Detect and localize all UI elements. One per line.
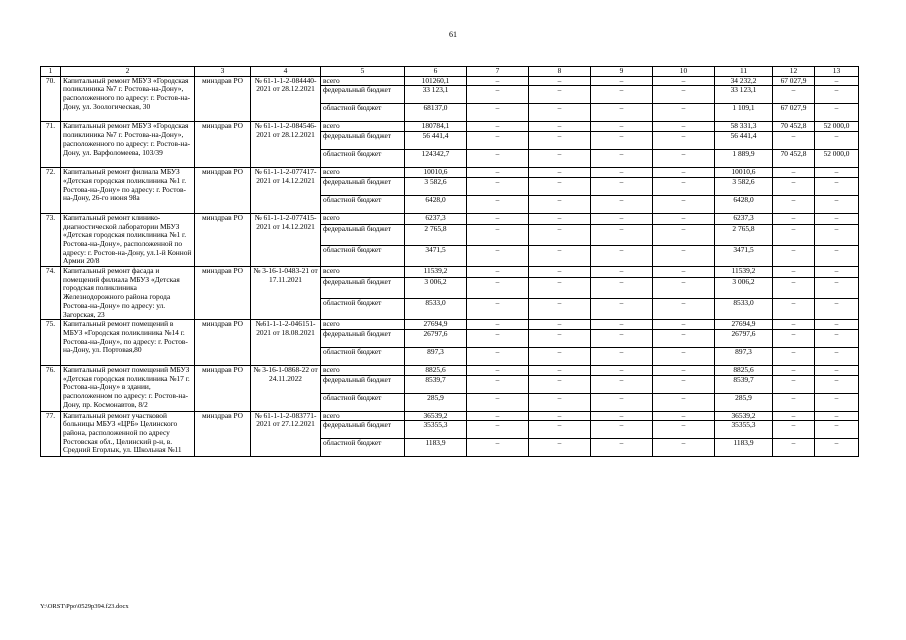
amount-cell-c12: 67 027,9 (773, 76, 815, 86)
amount-cell-c6: 124342,7 (405, 150, 467, 168)
column-number-cell: 5 (321, 67, 405, 77)
amount-cell-c8: – (529, 365, 591, 375)
column-number-cell: 9 (591, 67, 653, 77)
ministry-cell: минздрав РО (195, 320, 251, 366)
amount-cell-c7: – (467, 320, 529, 330)
amount-cell-c13: – (815, 375, 859, 393)
amount-cell-c6: 8825,6 (405, 365, 467, 375)
amount-cell-c13: – (815, 329, 859, 347)
amount-cell-c11: 3 006,2 (715, 278, 773, 299)
column-number-cell: 2 (61, 67, 195, 77)
amount-cell-c8: – (529, 439, 591, 457)
object-name-cell: Капитальный ремонт участковой больницы МБУЗ «ЦРБ» Целинского района, расположенной по адресу Ростовская обл., Целинский р-н, в. Средний Егорлык, ул. Школьная №11 (61, 411, 195, 457)
amount-cell-c10: – (653, 375, 715, 393)
amount-cell-c12: – (773, 278, 815, 299)
amount-cell-c10: – (653, 132, 715, 150)
amount-cell-c7: – (467, 439, 529, 457)
amount-cell-c13: – (815, 168, 859, 178)
amount-cell-c7: – (467, 375, 529, 393)
amount-cell-c8: – (529, 150, 591, 168)
amount-cell-c6: 56 441,4 (405, 132, 467, 150)
amount-cell-c9: – (591, 278, 653, 299)
amount-cell-c6: 11539,2 (405, 267, 467, 278)
amount-cell-c11: 8539,7 (715, 375, 773, 393)
column-number-cell: 3 (195, 67, 251, 77)
funding-source-cell: федеральный бюджет (321, 177, 405, 195)
amount-cell-c11: 56 441,4 (715, 132, 773, 150)
table-row (41, 267, 859, 278)
amount-cell-c9: – (591, 213, 653, 224)
amount-cell-c7: – (467, 195, 529, 213)
funding-source-cell: всего (321, 411, 405, 421)
amount-cell-c12: – (773, 132, 815, 150)
object-name-cell: Капитальный ремонт МБУЗ «Городская поликлиника №7 г. Ростова-на-Дону», расположенного по адресу: г. Ростов-на-Дону, ул. Зоологическая, 30 (61, 76, 195, 122)
amount-cell-c12: – (773, 393, 815, 411)
amount-cell-c9: – (591, 132, 653, 150)
amount-cell-c6: 101260,1 (405, 76, 467, 86)
file-path-footer: Y:\ORST\Ppo\0529p394.f23.docx (40, 603, 129, 610)
amount-cell-c6: 2 765,8 (405, 225, 467, 246)
amount-cell-c10: – (653, 195, 715, 213)
row-number-cell: 74. (41, 267, 61, 320)
column-number-cell: 6 (405, 67, 467, 77)
amount-cell-c9: – (591, 375, 653, 393)
amount-cell-c12: 70 452,8 (773, 122, 815, 132)
amount-cell-c7: – (467, 213, 529, 224)
amount-cell-c13: – (815, 246, 859, 267)
amount-cell-c6: 8533,0 (405, 299, 467, 320)
amount-cell-c10: – (653, 329, 715, 347)
ministry-cell: минздрав РО (195, 411, 251, 457)
amount-cell-c8: – (529, 86, 591, 104)
row-number-cell: 73. (41, 213, 61, 266)
amount-cell-c8: – (529, 168, 591, 178)
amount-cell-c6: 3 582,6 (405, 177, 467, 195)
amount-cell-c7: – (467, 421, 529, 439)
funding-source-cell: федеральный бюджет (321, 375, 405, 393)
amount-cell-c12: – (773, 225, 815, 246)
amount-cell-c11: 285,9 (715, 393, 773, 411)
amount-cell-c6: 285,9 (405, 393, 467, 411)
amount-cell-c12: – (773, 246, 815, 267)
amount-cell-c10: – (653, 439, 715, 457)
amount-cell-c7: – (467, 104, 529, 122)
amount-cell-c8: – (529, 195, 591, 213)
table-row (41, 411, 859, 421)
amount-cell-c7: – (467, 150, 529, 168)
amount-cell-c6: 6237,3 (405, 213, 467, 224)
amount-cell-c13: – (815, 320, 859, 330)
amount-cell-c6: 1183,9 (405, 439, 467, 457)
column-number-cell: 4 (251, 67, 321, 77)
amount-cell-c8: – (529, 278, 591, 299)
column-number-cell: 13 (815, 67, 859, 77)
amount-cell-c13: – (815, 267, 859, 278)
document-cell: № 61-1-1-2-077417-2021 от 14.12.2021 (251, 168, 321, 214)
amount-cell-c9: – (591, 225, 653, 246)
amount-cell-c12: – (773, 365, 815, 375)
amount-cell-c12: – (773, 347, 815, 365)
amount-cell-c7: – (467, 168, 529, 178)
row-number-cell: 70. (41, 76, 61, 122)
amount-cell-c10: – (653, 246, 715, 267)
amount-cell-c10: – (653, 347, 715, 365)
table-row (41, 213, 859, 224)
amount-cell-c8: – (529, 375, 591, 393)
funding-source-cell: всего (321, 122, 405, 132)
funding-source-cell: федеральный бюджет (321, 132, 405, 150)
amount-cell-c13: – (815, 76, 859, 86)
row-number-cell: 77. (41, 411, 61, 457)
document-cell: № 61-1-1-2-077415-2021 от 14.12.2021 (251, 213, 321, 266)
amount-cell-c11: 10010,6 (715, 168, 773, 178)
table-row (41, 320, 859, 330)
amount-cell-c13: – (815, 86, 859, 104)
amount-cell-c11: 1183,9 (715, 439, 773, 457)
amount-cell-c11: 36539,2 (715, 411, 773, 421)
amount-cell-c10: – (653, 421, 715, 439)
amount-cell-c12: – (773, 168, 815, 178)
funding-source-cell: всего (321, 320, 405, 330)
amount-cell-c8: – (529, 320, 591, 330)
amount-cell-c10: – (653, 365, 715, 375)
amount-cell-c10: – (653, 177, 715, 195)
amount-cell-c8: – (529, 177, 591, 195)
amount-cell-c7: – (467, 132, 529, 150)
amount-cell-c11: 3 582,6 (715, 177, 773, 195)
amount-cell-c12: – (773, 439, 815, 457)
amount-cell-c7: – (467, 76, 529, 86)
funding-source-cell: областной бюджет (321, 393, 405, 411)
amount-cell-c9: – (591, 267, 653, 278)
amount-cell-c9: – (591, 177, 653, 195)
amount-cell-c6: 8539,7 (405, 375, 467, 393)
amount-cell-c7: – (467, 299, 529, 320)
amount-cell-c8: – (529, 299, 591, 320)
amount-cell-c9: – (591, 299, 653, 320)
amount-cell-c6: 3 006,2 (405, 278, 467, 299)
funding-source-cell: федеральный бюджет (321, 86, 405, 104)
document-cell: № 61-1-1-2-084440-2021 от 28.12.2021 (251, 76, 321, 122)
row-number-cell: 72. (41, 168, 61, 214)
amount-cell-c12: – (773, 177, 815, 195)
amount-cell-c6: 27694,9 (405, 320, 467, 330)
amount-cell-c10: – (653, 393, 715, 411)
column-number-cell: 11 (715, 67, 773, 77)
amount-cell-c9: – (591, 320, 653, 330)
amount-cell-c9: – (591, 122, 653, 132)
amount-cell-c7: – (467, 225, 529, 246)
ministry-cell: минздрав РО (195, 213, 251, 266)
amount-cell-c11: 6237,3 (715, 213, 773, 224)
document-cell: № 61-1-1-2-084546-2021 от 28.12.2021 (251, 122, 321, 168)
amount-cell-c13: 52 000,0 (815, 150, 859, 168)
amount-cell-c11: 8533,0 (715, 299, 773, 320)
amount-cell-c9: – (591, 421, 653, 439)
amount-cell-c11: 35355,3 (715, 421, 773, 439)
amount-cell-c8: – (529, 329, 591, 347)
ministry-cell: минздрав РО (195, 365, 251, 411)
amount-cell-c11: 26797,6 (715, 329, 773, 347)
row-number-cell: 75. (41, 320, 61, 366)
funding-source-cell: всего (321, 267, 405, 278)
amount-cell-c9: – (591, 104, 653, 122)
amount-cell-c11: 2 765,8 (715, 225, 773, 246)
amount-cell-c13: – (815, 299, 859, 320)
document-cell: № 3-16-1-0483-21 от 17.11.2021 (251, 267, 321, 320)
funding-source-cell: федеральный бюджет (321, 278, 405, 299)
ministry-cell: минздрав РО (195, 76, 251, 122)
amount-cell-c9: – (591, 168, 653, 178)
amount-cell-c10: – (653, 86, 715, 104)
amount-cell-c10: – (653, 213, 715, 224)
amount-cell-c11: 6428,0 (715, 195, 773, 213)
amount-cell-c11: 58 331,3 (715, 122, 773, 132)
column-number-cell: 7 (467, 67, 529, 77)
amount-cell-c8: – (529, 246, 591, 267)
table-row (41, 122, 859, 132)
table-row (41, 76, 859, 86)
amount-cell-c11: 27694,9 (715, 320, 773, 330)
amount-cell-c13: – (815, 278, 859, 299)
funding-source-cell: федеральный бюджет (321, 329, 405, 347)
amount-cell-c11: 33 123,1 (715, 86, 773, 104)
amount-cell-c11: 3471,5 (715, 246, 773, 267)
amount-cell-c9: – (591, 76, 653, 86)
amount-cell-c12: – (773, 411, 815, 421)
amount-cell-c7: – (467, 365, 529, 375)
amount-cell-c13: – (815, 104, 859, 122)
amount-cell-c9: – (591, 246, 653, 267)
column-number-cell: 1 (41, 67, 61, 77)
amount-cell-c12: – (773, 421, 815, 439)
amount-cell-c8: – (529, 104, 591, 122)
funding-source-cell: областной бюджет (321, 439, 405, 457)
amount-cell-c10: – (653, 411, 715, 421)
amount-cell-c12: – (773, 267, 815, 278)
funding-source-cell: областной бюджет (321, 195, 405, 213)
amount-cell-c10: – (653, 225, 715, 246)
amount-cell-c11: 1 889,9 (715, 150, 773, 168)
amount-cell-c6: 10010,6 (405, 168, 467, 178)
amount-cell-c8: – (529, 411, 591, 421)
amount-cell-c10: – (653, 320, 715, 330)
amount-cell-c7: – (467, 122, 529, 132)
amount-cell-c10: – (653, 150, 715, 168)
funding-source-cell: федеральный бюджет (321, 421, 405, 439)
amount-cell-c6: 6428,0 (405, 195, 467, 213)
amount-cell-c6: 26797,6 (405, 329, 467, 347)
funding-source-cell: областной бюджет (321, 104, 405, 122)
amount-cell-c8: – (529, 76, 591, 86)
amount-cell-c6: 180784,1 (405, 122, 467, 132)
amount-cell-c13: – (815, 213, 859, 224)
ministry-cell: минздрав РО (195, 122, 251, 168)
amount-cell-c9: – (591, 439, 653, 457)
amount-cell-c13: – (815, 439, 859, 457)
amount-cell-c6: 3471,5 (405, 246, 467, 267)
amount-cell-c12: 70 452,8 (773, 150, 815, 168)
row-number-cell: 76. (41, 365, 61, 411)
amount-cell-c13: – (815, 393, 859, 411)
object-name-cell: Капитальный ремонт помещений в МБУЗ «Городская поликлиника №14 г. Ростова-на-Дону», по адресу: г. Ростов-на-Дону, ул. Портовая,80 (61, 320, 195, 366)
amount-cell-c10: – (653, 76, 715, 86)
amount-cell-c7: – (467, 393, 529, 411)
document-cell: № 61-1-1-2-083771-2021 от 27.12.2021 (251, 411, 321, 457)
funding-source-cell: областной бюджет (321, 150, 405, 168)
amount-cell-c10: – (653, 267, 715, 278)
amount-cell-c12: – (773, 86, 815, 104)
funding-source-cell: федеральный бюджет (321, 225, 405, 246)
amount-cell-c7: – (467, 86, 529, 104)
amount-cell-c7: – (467, 347, 529, 365)
amount-cell-c13: – (815, 177, 859, 195)
amount-cell-c13: – (815, 347, 859, 365)
amount-cell-c8: – (529, 267, 591, 278)
amount-cell-c9: – (591, 150, 653, 168)
amount-cell-c7: – (467, 329, 529, 347)
amount-cell-c11: 34 232,2 (715, 76, 773, 86)
amount-cell-c8: – (529, 225, 591, 246)
budget-table (40, 66, 859, 457)
amount-cell-c8: – (529, 213, 591, 224)
amount-cell-c13: – (815, 195, 859, 213)
amount-cell-c7: – (467, 411, 529, 421)
amount-cell-c6: 897,3 (405, 347, 467, 365)
amount-cell-c13: – (815, 132, 859, 150)
ministry-cell: минздрав РО (195, 168, 251, 214)
amount-cell-c9: – (591, 347, 653, 365)
column-number-cell: 10 (653, 67, 715, 77)
amount-cell-c9: – (591, 365, 653, 375)
object-name-cell: Капитальный ремонт филиала МБУЗ «Детская городская поликлиника №1 г. Ростова-на-Дону» по адресу: г. Ростов-на-Дону, 26-го июня 98а (61, 168, 195, 214)
object-name-cell: Капитальный ремонт помещений МБУЗ «Детская городская поликлиника №17 г. Ростова-на-Дону» в здании, расположенном по адресу: г. Ростов-на-Дону, пр. Космонавтов, 8/2 (61, 365, 195, 411)
funding-source-cell: областной бюджет (321, 347, 405, 365)
amount-cell-c13: 52 000,0 (815, 122, 859, 132)
funding-source-cell: областной бюджет (321, 246, 405, 267)
amount-cell-c10: – (653, 299, 715, 320)
amount-cell-c11: 897,3 (715, 347, 773, 365)
amount-cell-c9: – (591, 411, 653, 421)
funding-source-cell: всего (321, 365, 405, 375)
table-row (41, 365, 859, 375)
amount-cell-c7: – (467, 246, 529, 267)
amount-cell-c9: – (591, 195, 653, 213)
amount-cell-c10: – (653, 278, 715, 299)
amount-cell-c12: – (773, 195, 815, 213)
amount-cell-c8: – (529, 393, 591, 411)
amount-cell-c13: – (815, 365, 859, 375)
amount-cell-c10: – (653, 104, 715, 122)
amount-cell-c12: – (773, 329, 815, 347)
object-name-cell: Капитальный ремонт фасада и помещений филиала МБУЗ «Детская городская поликлиника Железнодорожного района города Ростова-на-Дону» по адресу: ул. Загорская, 23 (61, 267, 195, 320)
amount-cell-c12: – (773, 375, 815, 393)
amount-cell-c9: – (591, 393, 653, 411)
amount-cell-c9: – (591, 86, 653, 104)
amount-cell-c8: – (529, 421, 591, 439)
amount-cell-c8: – (529, 347, 591, 365)
column-number-row (41, 67, 859, 77)
amount-cell-c12: – (773, 299, 815, 320)
document-cell: №61-1-1-2-046151-2021 от 18.08.2021 (251, 320, 321, 366)
funding-source-cell: всего (321, 213, 405, 224)
amount-cell-c6: 33 123,1 (405, 86, 467, 104)
amount-cell-c10: – (653, 168, 715, 178)
page-number: 61 (449, 30, 457, 39)
funding-source-cell: областной бюджет (321, 299, 405, 320)
object-name-cell: Капитальный ремонт клинико-диагностической лаборатории МБУЗ «Детская городская поликлиника №1 г. Ростова-на-Дону», расположенной по адресу: г. Ростов-на-Дону, ул.1-й Конной Армии 20/8 (61, 213, 195, 266)
column-number-cell: 8 (529, 67, 591, 77)
object-name-cell: Капитальный ремонт МБУЗ «Городская поликлиника №7 г. Ростова-на-Дону», расположенного по адресу: г. Ростов-на-Дону, ул. Варфоломеева, 103/39 (61, 122, 195, 168)
amount-cell-c10: – (653, 122, 715, 132)
amount-cell-c6: 36539,2 (405, 411, 467, 421)
amount-cell-c8: – (529, 132, 591, 150)
column-number-cell: 12 (773, 67, 815, 77)
funding-source-cell: всего (321, 76, 405, 86)
row-number-cell: 71. (41, 122, 61, 168)
ministry-cell: минздрав РО (195, 267, 251, 320)
amount-cell-c12: – (773, 320, 815, 330)
amount-cell-c7: – (467, 267, 529, 278)
amount-cell-c11: 1 109,1 (715, 104, 773, 122)
amount-cell-c11: 11539,2 (715, 267, 773, 278)
amount-cell-c12: – (773, 213, 815, 224)
amount-cell-c6: 35355,3 (405, 421, 467, 439)
document-cell: № 3-16-1-0868-22 от 24.11.2022 (251, 365, 321, 411)
amount-cell-c8: – (529, 122, 591, 132)
amount-cell-c9: – (591, 329, 653, 347)
amount-cell-c7: – (467, 278, 529, 299)
amount-cell-c6: 68137,0 (405, 104, 467, 122)
amount-cell-c7: – (467, 177, 529, 195)
amount-cell-c13: – (815, 225, 859, 246)
table-row (41, 168, 859, 178)
amount-cell-c13: – (815, 411, 859, 421)
amount-cell-c12: 67 027,9 (773, 104, 815, 122)
amount-cell-c13: – (815, 421, 859, 439)
amount-cell-c11: 8825,6 (715, 365, 773, 375)
funding-source-cell: всего (321, 168, 405, 178)
